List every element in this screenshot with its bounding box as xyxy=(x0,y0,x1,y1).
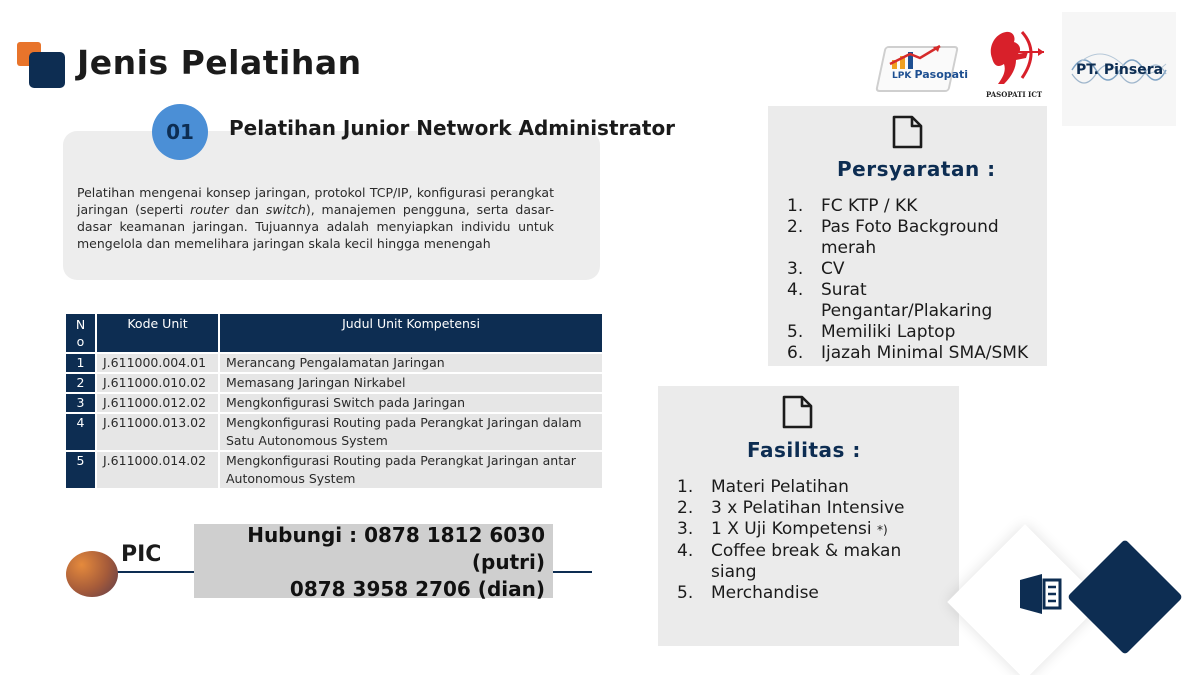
brand-mark xyxy=(17,42,65,88)
table-header-row xyxy=(66,314,602,353)
row-number: 1 xyxy=(66,353,96,373)
unit-title: Merancang Pengalamatan Jaringan xyxy=(219,353,602,373)
contact-line-2: (putri) xyxy=(471,550,545,574)
unit-title: Mengkonfigurasi Routing pada Perangkat Jaringan dalam Satu Autonomous System xyxy=(219,413,602,451)
lpk-pasopati-logo xyxy=(880,42,969,98)
unit-code: J.611000.004.01 xyxy=(96,353,219,373)
unit-title: Memasang Jaringan Nirkabel xyxy=(219,373,602,393)
list-item: 2. 3 x Pelatihan Intensive xyxy=(677,498,905,518)
list-item: 4. Coffee break & makan siang xyxy=(677,541,902,582)
document-icon xyxy=(780,394,814,430)
column-header-no: N o xyxy=(66,314,96,353)
footnote-mark: *) xyxy=(876,523,888,537)
archer-icon xyxy=(982,28,1048,90)
list-item: 3. 1 X Uji Kompetensi *) xyxy=(677,519,888,539)
row-number: 5 xyxy=(66,451,96,488)
row-number: 3 xyxy=(66,393,96,413)
pic-label: PIC xyxy=(121,542,162,567)
training-description: Pelatihan mengenai konsep jaringan, protokol TCP/IP, konfigurasi perangkat jaringan (seperti router dan switch), manajemen pengguna, serta dasar-dasar keamanan jaringan. Tujuannya adalah menyiapkan individu untuk mengelola dan memelihara jaringan skala kecil hingga menengah xyxy=(77,185,554,251)
contact-line-1: Hubungi : 0878 1812 6030 xyxy=(247,523,545,547)
table-row xyxy=(66,393,602,413)
row-number: 4 xyxy=(66,413,96,451)
pt-pinsera-logo xyxy=(1062,12,1176,126)
list-item: 1. Materi Pelatihan xyxy=(677,477,849,497)
page-title: Jenis Pelatihan xyxy=(77,43,362,82)
table-row xyxy=(66,373,602,393)
contact-info xyxy=(194,522,545,603)
list-item: 1. FC KTP / KK xyxy=(787,196,918,216)
pasopati-ict-logo xyxy=(982,28,1048,100)
pic-orb xyxy=(66,551,118,597)
contact-line-3: 0878 3958 2706 (dian) xyxy=(289,577,545,601)
pasopati-caption: PASOPATI ICT xyxy=(986,90,1043,99)
list-item: 6. Ijazah Minimal SMA/SMK xyxy=(787,343,1029,363)
document-icon xyxy=(890,114,924,150)
unit-title: Mengkonfigurasi Routing pada Perangkat Jaringan antar Autonomous System xyxy=(219,451,602,488)
unit-title: Mengkonfigurasi Switch pada Jaringan xyxy=(219,393,602,413)
list-item: 4. Surat Pengantar/Plakaring xyxy=(787,280,993,321)
pinsera-logo-text: PT. Pinsera xyxy=(1076,62,1164,78)
column-header-judul: Judul Unit Kompetensi xyxy=(219,314,602,353)
table-row xyxy=(66,413,602,451)
table-row xyxy=(66,353,602,373)
unit-code: J.611000.013.02 xyxy=(96,413,219,451)
table-row xyxy=(66,451,602,488)
list-item: 2. Pas Foto Background merah xyxy=(787,217,999,258)
facilities-title: Fasilitas : xyxy=(747,438,861,462)
competency-units-table xyxy=(66,314,602,488)
decorative-navy-diamond xyxy=(1067,539,1183,655)
list-item: 5. Merchandise xyxy=(677,583,819,603)
unit-code: J.611000.014.02 xyxy=(96,451,219,488)
word-document-icon xyxy=(1016,570,1064,618)
row-number: 2 xyxy=(66,373,96,393)
brand-mark-navy-square xyxy=(29,52,65,88)
requirements-list xyxy=(787,196,1037,364)
list-item: 3. CV xyxy=(787,259,845,279)
section-title: Pelatihan Junior Network Administrator xyxy=(229,116,676,140)
requirements-title: Persyaratan : xyxy=(837,157,996,181)
column-header-kode: Kode Unit xyxy=(96,314,219,353)
unit-code: J.611000.010.02 xyxy=(96,373,219,393)
facilities-list xyxy=(677,477,937,604)
unit-code: J.611000.012.02 xyxy=(96,393,219,413)
section-number-badge: 01 xyxy=(152,104,208,160)
list-item: 5. Memiliki Laptop xyxy=(787,322,956,342)
lpk-logo-text: LPK Pasopati xyxy=(892,68,969,81)
